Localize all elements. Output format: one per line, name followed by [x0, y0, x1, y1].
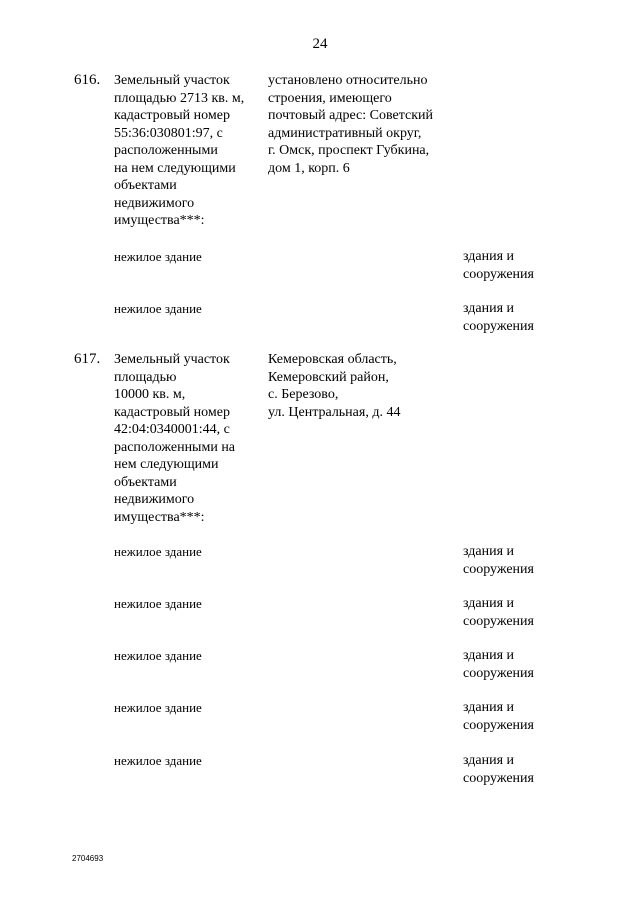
object-name: нежилое здание — [114, 648, 202, 663]
object-type: здания и сооружения — [463, 648, 534, 681]
entry-description: Земельный участок площадью 2713 кв. м, кадастровый номер 55:36:030801:97, с расположенными на нем следующими объектами недвижимого имущества***: — [114, 73, 245, 228]
object-name: нежилое здание — [114, 544, 202, 559]
object-row — [0, 699, 640, 739]
object-row — [0, 543, 640, 583]
object-row — [0, 595, 640, 635]
entry-number: 616. — [74, 72, 101, 88]
object-name: нежилое здание — [114, 700, 202, 715]
object-row — [0, 647, 640, 687]
entry-description: Земельный участок площадью 10000 кв. м, кадастровый номер 42:04:0340001:44, с расположенными на нем следующими объектами недвижимого имущества***: — [114, 352, 236, 525]
object-name: нежилое здание — [114, 249, 202, 264]
page-number: 24 — [312, 36, 328, 52]
object-type: здания и сооружения — [463, 753, 534, 786]
object-row — [0, 752, 640, 792]
object-name: нежилое здание — [114, 596, 202, 611]
object-type: здания и сооружения — [463, 700, 534, 733]
entry-address: Кемеровская область, Кемеровский район, с. Березово, ул. Центральная, д. 44 — [268, 352, 401, 420]
document-code: 2704693 — [72, 854, 104, 863]
object-type: здания и сооружения — [463, 301, 534, 334]
object-name: нежилое здание — [114, 301, 202, 316]
object-type: здания и сооружения — [463, 596, 534, 629]
object-type: здания и сооружения — [463, 544, 534, 577]
entry-number: 617. — [74, 351, 101, 367]
object-type: здания и сооружения — [463, 249, 534, 282]
object-name: нежилое здание — [114, 753, 202, 768]
entry-address: установлено относительно строения, имеющего почтовый адрес: Советский административный округ, г. Омск, проспект Губкина, дом 1, корп. 6 — [268, 73, 433, 176]
object-row — [0, 300, 640, 340]
object-row — [0, 248, 640, 288]
